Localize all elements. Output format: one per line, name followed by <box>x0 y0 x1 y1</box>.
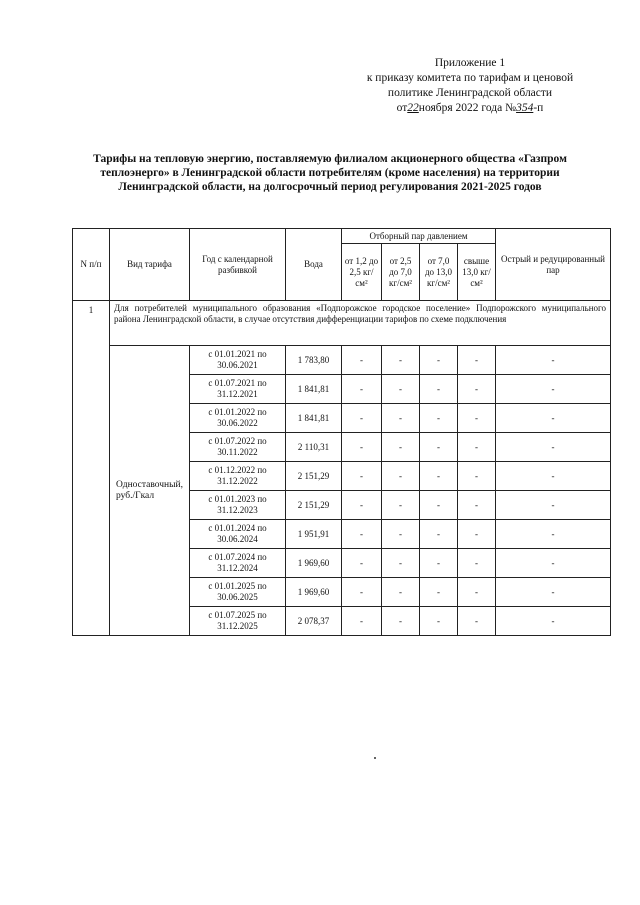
cell-sharp: - <box>496 520 611 549</box>
cell-s1: - <box>342 433 382 462</box>
cell-water: 1 783,80 <box>286 346 342 375</box>
cell-s4: - <box>458 578 496 607</box>
cell-period: с 01.07.2021 по 31.12.2021 <box>190 375 286 404</box>
appendix-date-prefix: от <box>396 102 408 114</box>
cell-s1: - <box>342 578 382 607</box>
cell-sharp: - <box>496 549 611 578</box>
cell-sharp: - <box>496 375 611 404</box>
cell-s1: - <box>342 404 382 433</box>
header-sharp-steam: Острый и редуцированный пар <box>496 229 611 301</box>
cell-s3: - <box>420 520 458 549</box>
appendix-block <box>330 56 610 116</box>
cell-sharp: - <box>496 607 611 636</box>
cell-s2: - <box>382 549 420 578</box>
cell-s4: - <box>458 607 496 636</box>
cell-water: 1 841,81 <box>286 404 342 433</box>
cell-sharp: - <box>496 346 611 375</box>
header-steam-2: от 2,5 до 7,0 кг/см² <box>382 244 420 301</box>
cell-s3: - <box>420 462 458 491</box>
document-title: Тарифы на тепловую энергию, поставляемую филиалом акционерного общества «Газпром теплоэнерго» в Ленинградской области потребителям (кроме населения) на территории Ленинградской области, на долгосрочный период регулирования 2021-2025 годов <box>93 153 567 193</box>
cell-s4: - <box>458 520 496 549</box>
cell-s1: - <box>342 462 382 491</box>
cell-s4: - <box>458 462 496 491</box>
cell-sharp: - <box>496 433 611 462</box>
cell-period: с 01.01.2024 по 30.06.2024 <box>190 520 286 549</box>
header-num: N п/п <box>73 229 110 301</box>
appendix-line-2: к приказу комитета по тарифам и ценовой <box>366 72 574 84</box>
cell-s2: - <box>382 607 420 636</box>
cell-sharp: - <box>496 491 611 520</box>
cell-period: с 01.01.2025 по 30.06.2025 <box>190 578 286 607</box>
cell-s3: - <box>420 607 458 636</box>
cell-s3: - <box>420 375 458 404</box>
cell-water: 2 151,29 <box>286 462 342 491</box>
cell-s1: - <box>342 549 382 578</box>
cell-s3: - <box>420 578 458 607</box>
cell-sharp: - <box>496 404 611 433</box>
cell-s4: - <box>458 346 496 375</box>
cell-s2: - <box>382 462 420 491</box>
cell-s2: - <box>382 375 420 404</box>
cell-period: с 01.01.2023 по 31.12.2023 <box>190 491 286 520</box>
table-row <box>73 346 611 375</box>
cell-s1: - <box>342 607 382 636</box>
appendix-line-3: политике Ленинградской области <box>387 87 553 99</box>
cell-s2: - <box>382 491 420 520</box>
cell-s2: - <box>382 346 420 375</box>
header-water: Вода <box>286 229 342 301</box>
appendix-day: 22 <box>407 102 419 114</box>
cell-period: с 01.07.2024 по 31.12.2024 <box>190 549 286 578</box>
cell-period: с 01.07.2022 по 30.11.2022 <box>190 433 286 462</box>
header-steam-1: от 1,2 до 2,5 кг/см² <box>342 244 382 301</box>
cell-s1: - <box>342 491 382 520</box>
cell-s1: - <box>342 346 382 375</box>
cell-s3: - <box>420 433 458 462</box>
cell-s3: - <box>420 549 458 578</box>
cell-s3: - <box>420 491 458 520</box>
cell-water: 1 969,60 <box>286 549 342 578</box>
cell-water: 2 078,37 <box>286 607 342 636</box>
cell-s4: - <box>458 404 496 433</box>
cell-s4: - <box>458 491 496 520</box>
appendix-line-4 <box>330 101 610 116</box>
cell-s4: - <box>458 549 496 578</box>
tariff-type-cell: Одноставочный, руб./Гкал <box>110 346 190 636</box>
cell-period: с 01.01.2021 по 30.06.2021 <box>190 346 286 375</box>
cell-s1: - <box>342 375 382 404</box>
cell-period: с 01.12.2022 по 31.12.2022 <box>190 462 286 491</box>
appendix-suffix: -п <box>533 102 544 114</box>
cell-s4: - <box>458 375 496 404</box>
cell-water: 2 151,29 <box>286 491 342 520</box>
cell-water: 1 841,81 <box>286 375 342 404</box>
tariff-table <box>72 228 611 636</box>
cell-s2: - <box>382 433 420 462</box>
header-steam-group: Отборный пар давлением <box>342 229 496 244</box>
header-year: Год с календарной разбивкой <box>190 229 286 301</box>
cell-water: 2 110,31 <box>286 433 342 462</box>
appendix-order-number: 354 <box>516 102 534 114</box>
header-type: Вид тарифа <box>110 229 190 301</box>
row-number: 1 <box>73 301 110 636</box>
cell-period: с 01.07.2025 по 31.12.2025 <box>190 607 286 636</box>
consumer-description: Для потребителей муниципального образования «Подпорожское городское поселение» Подпорожского муниципального района Ленинградской области, в случае отсутствия дифференциации тарифов по схеме подключения <box>110 301 611 346</box>
cell-s2: - <box>382 520 420 549</box>
scan-dot <box>374 757 376 759</box>
cell-s2: - <box>382 578 420 607</box>
cell-s4: - <box>458 433 496 462</box>
cell-sharp: - <box>496 578 611 607</box>
cell-s2: - <box>382 404 420 433</box>
appendix-line-1: Приложение 1 <box>434 57 506 69</box>
cell-sharp: - <box>496 462 611 491</box>
cell-s1: - <box>342 520 382 549</box>
cell-s3: - <box>420 404 458 433</box>
cell-s3: - <box>420 346 458 375</box>
cell-water: 1 969,60 <box>286 578 342 607</box>
cell-water: 1 951,91 <box>286 520 342 549</box>
header-steam-4: свыше 13,0 кг/см² <box>458 244 496 301</box>
header-steam-3: от 7,0 до 13,0 кг/см² <box>420 244 458 301</box>
appendix-date-middle: ноября 2022 года № <box>418 102 517 114</box>
cell-period: с 01.01.2022 по 30.06.2022 <box>190 404 286 433</box>
